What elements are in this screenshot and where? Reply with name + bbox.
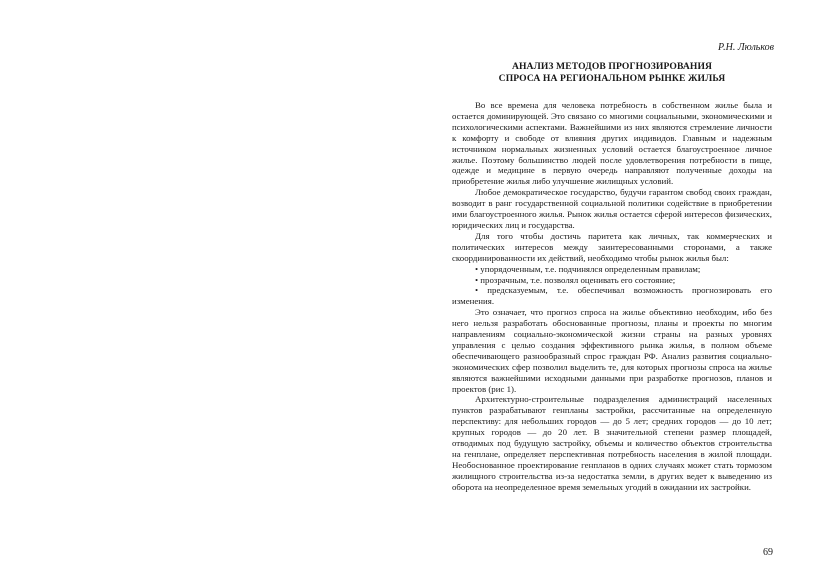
article-title-line-1: АНАЛИЗ МЕТОДОВ ПРОГНОЗИРОВАНИЯ <box>511 61 713 72</box>
bullet-item-ordered: • упорядоченным, т.е. подчинялся определенным правилам; <box>475 263 701 274</box>
page-number: 69 <box>763 547 773 558</box>
body-paragraph-4: Это означает, что прогноз спроса на жилье объективно необходим, ибо без него нельзя разработать обоснованные прогнозы, планы и проекты по многим направлениям социально-экономической жизни страны на разных уровнях управления с целью создания эффективного рынка жилья, в полном объеме обеспечивающего разнообразный спрос граждан РФ. Анализ развития социально-экономических сфер позволил выделить те, для которых прогнозы спроса на жилье являются важнейшими исходными данными при разработке прогнозов, планов и проектов (рис 1). <box>452 307 772 394</box>
article-title <box>452 61 772 85</box>
bullet-item-predictable: • предсказуемым, т.е. обеспечивал возможность прогнозировать его изменения. <box>452 285 772 307</box>
body-paragraph-1: Во все времена для человека потребность в собственном жилье была и остается доминирующей. Это связано со многими социальными, экономическими и психологическими аспектами. Важнейшими из них являются стремление личности к комфорту и свободе от влияния других индивидов. Главным и надежным источником нормальных жизненных условий остается благоустроенное личное жилье. Поэтому большинство людей после удовлетворения потребности в пище, одежде и медицине в первую очередь направляют полученные доходы на приобретение жилья либо улучшение жилищных условий. <box>452 100 772 187</box>
body-paragraph-3: Для того чтобы достичь паритета как личных, так коммерческих и политических интересов между заинтересованными сторонами, а также скоординированности их действий, необходимо чтобы рынок жилья был: <box>452 230 772 263</box>
running-header-author: Р.Н. Люльков <box>718 42 774 53</box>
body-paragraph-5: Архитектурно-строительные подразделения администраций населенных пунктов разрабатывают генпланы застройки, рассчитанные на определенную перспективу: для небольших городов — до 5 лет; средних городов — до 10 лет; крупных городов — до 20 лет. В значительной степени размер площадей, отводимых под будущую застройку, объемы и количество объектов строительства на генплане, определяет перспективная потребность населения в жилой площади. Необоснованное проектирование генпланов в одних случаях может стать тормозом жилищного строительства из-за недостатка земли, в других ведет к выведению из оборота на неопределенное время земельных угодий в ожидании их застройки. <box>452 394 772 492</box>
body-paragraph-2: Любое демократическое государство, будучи гарантом свобод своих граждан, возводит в ранг государственной социальной политики содействие в приобретении ими благоустроенного жилья. Рынок жилья остается сферой интересов физических, юридических лиц и государства. <box>452 187 772 230</box>
article-title-line-2: СПРОСА НА РЕГИОНАЛЬНОМ РЫНКЕ ЖИЛЬЯ <box>498 73 726 84</box>
article-body <box>452 100 772 493</box>
bullet-item-transparent: • прозрачным, т.е. позволял оценивать его состояние; <box>475 274 676 285</box>
